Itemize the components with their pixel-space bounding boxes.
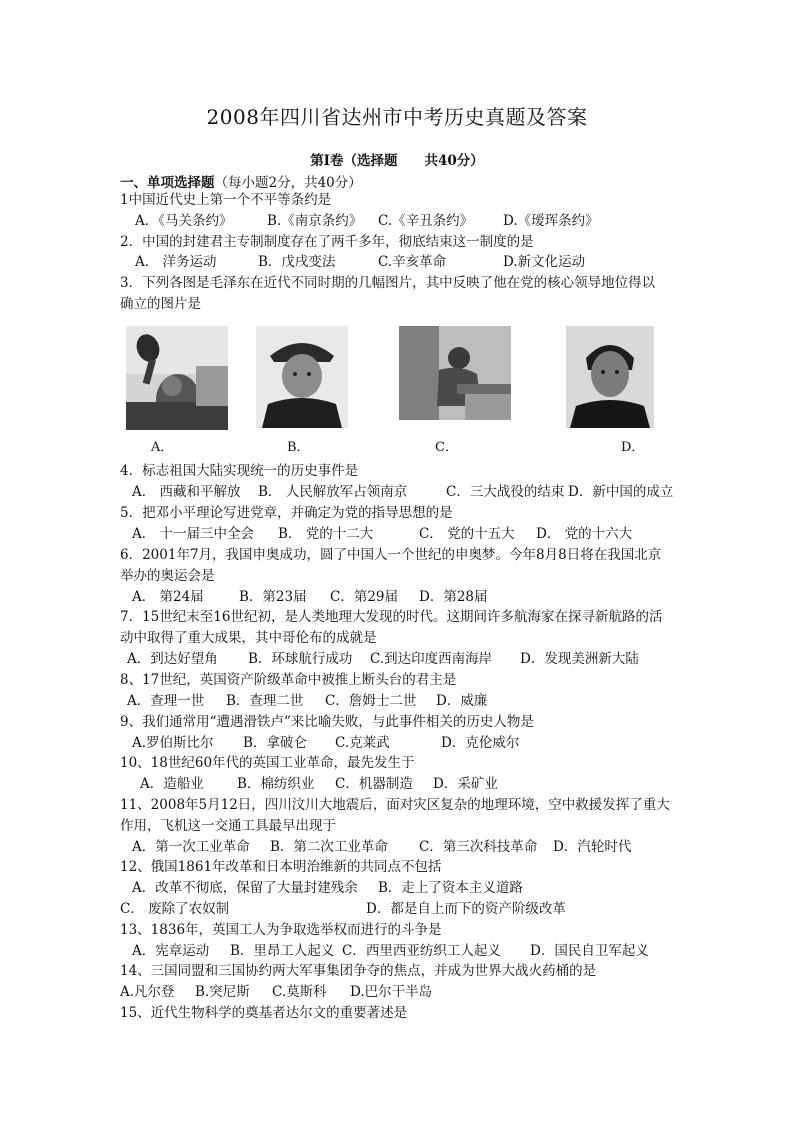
question-5-stem: 5．把邓小平理论写进党章，并确定为党的指导思想的是 [120,505,453,521]
q11-option-b: B．第二次工业革命 [270,839,388,855]
q8-option-d: D．威廉 [436,693,488,709]
question-4-stem: 4．标志祖国大陆实现统一的历史事件是 [120,463,359,479]
question-1-stem: 1中国近代史上第一个不平等条约是 [120,192,332,208]
q12-option-b: B．走上了资本主义道路 [378,880,523,896]
q13-option-a: A．宪章运动 [132,943,210,959]
photo-caption-d: D． [621,440,645,455]
question-11-stem-line2: 作用，飞机这一交通工具最早出现于 [120,818,336,834]
q12-option-a: A．改革不彻底，保留了大量封建残余 [132,880,358,896]
section-heading: 一、单项选择题（每小题2分，共40分） [120,175,362,191]
q2-option-d: D.新文化运动 [503,254,586,270]
q11-option-a: A．第一次工业革命 [132,839,250,855]
q5-option-a: A． 十一届三中全会 [132,526,255,542]
question-3-stem-line1: 3．下列各图是毛泽东在近代不同时期的几幅图片，其中反映了他在党的核心领导地位得以 [120,275,656,291]
question-14-stem: 14、三国同盟和三国协约两大军事集团争夺的焦点，并成为世界大战火药桶的是 [120,963,597,979]
question-13-stem: 13、1836年，英国工人为争取选举权而进行的斗争是 [120,922,442,938]
question-7-stem-line2: 动中取得了重大成果，其中哥伦布的成就是 [120,630,377,646]
document-title: 2008年四川省达州市中考历史真题及答案 [206,105,588,129]
q7-option-d: D．发现美洲新大陆 [520,651,639,667]
q1-option-b: B.《南京条约》 [267,213,363,229]
q1-option-d: D.《瑷珲条约》 [503,213,599,229]
q9-option-b: B．拿破仑 [243,735,307,751]
q9-option-a: A.罗伯斯比尔 [132,735,214,751]
q9-option-d: D．克伦威尔 [441,735,520,751]
photo-caption-a: A． [151,440,174,455]
q2-option-a: A． 洋务运动 [135,254,217,270]
q7-option-c: C.到达印度西南海岸 [370,651,493,667]
question-10-stem: 10、18世纪60年代的英国工业革命，最先发生于 [120,755,415,771]
photo-b [256,326,348,428]
q4-option-c: C．三大战役的结束 [446,484,565,500]
q2-option-b: B．戊戌变法 [258,254,336,270]
q14-option-c: C.莫斯科 [272,984,327,1000]
photo-d [566,326,654,428]
q14-option-d: D.巴尔干半岛 [350,984,433,1000]
q6-option-c: C．第29届 [330,589,399,605]
photo-caption-b: B． [287,440,310,455]
q10-option-a: A．造船业 [140,776,204,792]
question-6-stem-line1: 6．2001年7月，我国申奥成功，圆了中国人一个世纪的申奥梦。今年8月8日将在我国北京 [120,547,662,563]
question-3-stem-line2: 确立的图片是 [120,296,201,312]
q9-option-c: C.克莱武 [335,735,390,751]
q7-option-b: B．环球航行成功 [248,651,353,667]
question-15-stem: 15、近代生物科学的奠基者达尔文的重要著述是 [120,1005,408,1021]
question-6-stem-line2: 举办的奥运会是 [120,568,215,584]
q11-option-c: C．第三次科技革命 [419,839,538,855]
q14-option-b: B.突尼斯 [195,984,250,1000]
q6-option-a: A． 第24届 [132,589,204,605]
question-11-stem-line1: 11、2008年5月12日，四川汶川大地震后，面对灾区复杂的地理环境，空中救援发挥了重大 [120,797,670,813]
q13-option-c: C．西里西亚纺织工人起义 [342,943,501,959]
q5-option-d: D． 党的十六大 [536,526,633,542]
question-8-stem: 8、17世纪，英国资产阶级革命中被推上断头台的君主是 [120,672,457,688]
q5-option-b: B． 党的十二大 [278,526,374,542]
photo-a [126,326,228,430]
question-9-stem: 9、我们通常用“遭遇滑铁卢”来比喻失败，与此事件相关的历史人物是 [120,714,534,730]
q11-option-d: D．汽轮时代 [553,839,632,855]
q10-option-d: D．采矿业 [433,776,498,792]
q4-option-d: D．新中国的成立 [568,484,674,500]
question-2-stem: 2．中国的封建君主专制制度存在了两千多年，彻底结束这一制度的是 [120,234,534,250]
q12-option-d: D．都是自上而下的资产阶级改革 [366,901,566,917]
photo-caption-c: C． [435,440,458,455]
volume-heading: 第Ⅰ卷（选择题 共40分） [310,153,484,169]
q6-option-b: B．第23届 [239,589,307,605]
question-12-stem: 12、俄国1861年改革和日本明治维新的共同点不包括 [120,859,442,875]
q8-option-b: B．查理二世 [226,693,304,709]
q2-option-c: C.辛亥革命 [378,254,447,270]
q10-option-c: C．机器制造 [335,776,413,792]
q1-option-c: C.《辛丑条约》 [378,213,474,229]
q7-option-a: A．到达好望角 [127,651,218,667]
photo-c [399,326,511,420]
q1-option-a: A．《马关条约》 [135,213,233,229]
q13-option-b: B．里昂工人起义 [230,943,335,959]
q8-option-a: A．查理一世 [127,693,205,709]
q14-option-a: A.凡尔登 [120,984,175,1000]
q8-option-c: C．詹姆士二世 [325,693,417,709]
q10-option-b: B．棉纺织业 [237,776,315,792]
q13-option-d: D．国民自卫军起义 [530,943,649,959]
question-7-stem-line1: 7．15世纪末至16世纪初，是人类地理大发现的时代。这期间许多航海家在探寻新航路的活 [120,609,663,625]
q5-option-c: C． 党的十五大 [419,526,515,542]
q6-option-d: D．第28届 [419,589,488,605]
q12-option-c: C． 废除了农奴制 [120,901,230,917]
q4-option-a: A． 西藏和平解放 [132,484,241,500]
q4-option-b: B． 人民解放军占领南京 [258,484,408,500]
